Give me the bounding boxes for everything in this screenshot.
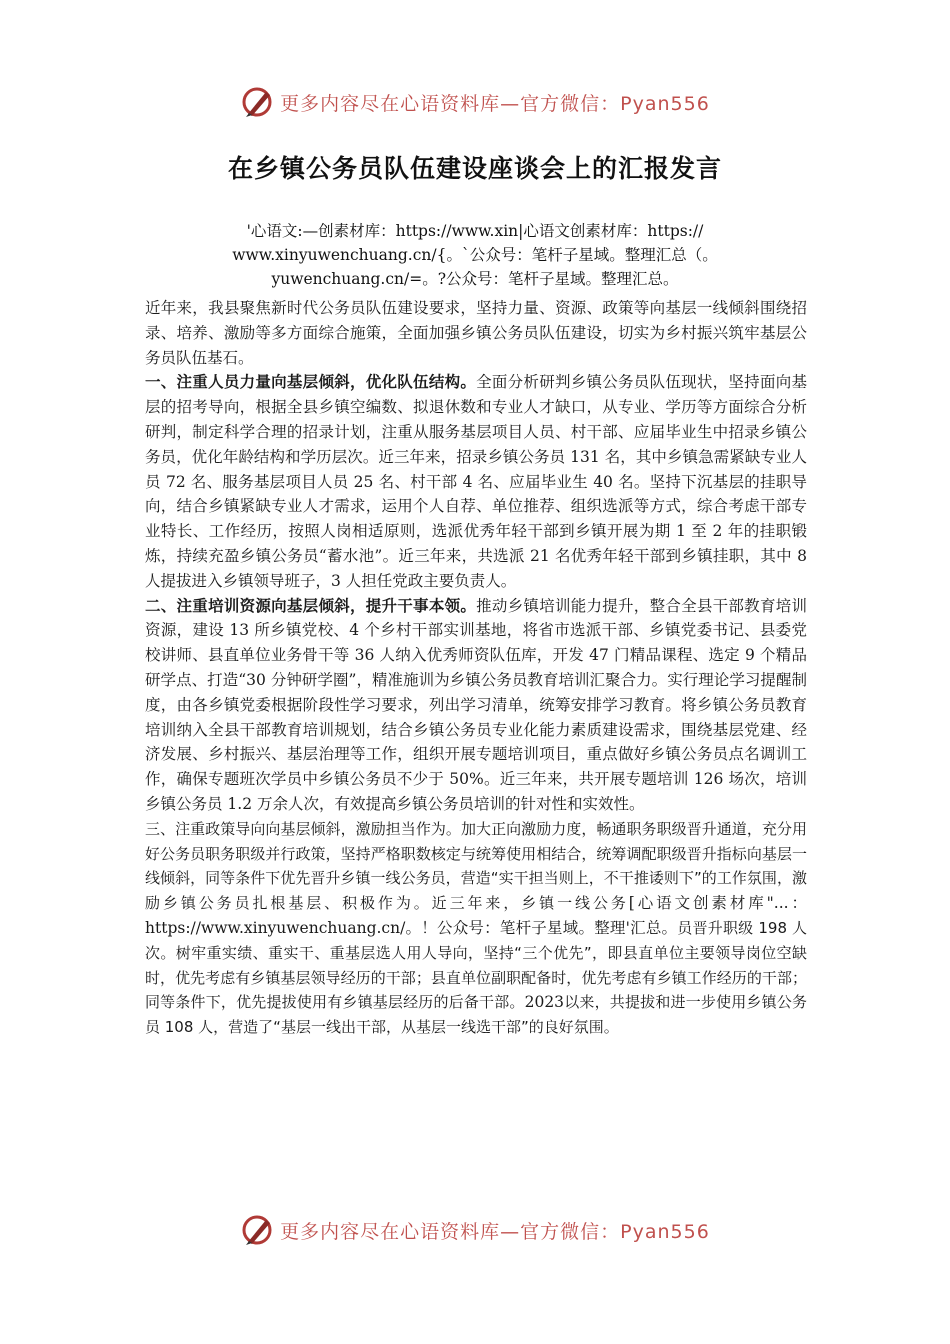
source-line: yuwenchuang.cn/=。?公众号：笔杆子星域。整理汇总。 xyxy=(271,270,679,288)
source-note xyxy=(160,219,790,291)
section-paragraph xyxy=(145,370,807,593)
watermark-text: 更多内容尽在心语资料库—官方微信：Pyan556 xyxy=(280,1220,710,1243)
watermark-footer xyxy=(0,1210,950,1250)
source-line: '心语文:—创素材库：https://www.xin|心语文创素材库：https:// xyxy=(246,222,704,240)
source-line: www.xinyuwenchuang.cn/{。`公众号：笔杆子星域。整理汇总（。 xyxy=(232,246,718,264)
section-text: 全面分析研判乡镇公务员队伍现状，坚持面向基层的招考导向，根据全县乡镇空编数、拟退休数和专业人才缺口，从专业、学历等方面综合分析研判，制定科学合理的招录计划，注重从服务基层项目人员、村干部、应届毕业生中招录乡镇公务员，优化年龄结构和学历层次。近三年来，招录乡镇公务员 131 名，其中乡镇急需紧缺专业人员 72 名、服务基层项目人员 25 名、村干部 4 名、应届毕业生 40 名。坚持下沉基层的挂职导向，结合乡镇紧缺专业人才需求，运用个人自荐、单位推荐、组织选派等方式，综合考虑干部专业特长、工作经历，按照人岗相适原则，选派优秀年轻干部到乡镇开展为期 1 至 2 年的挂职锻炼，持续充盈乡镇公务员“蓄水池”。近三年来，共选派 21 名优秀年轻干部到乡镇挂职，其中 8 人提拔进入乡镇领导班子，3 人担任党政主要负责人。 xyxy=(145,373,807,590)
section-paragraph xyxy=(145,594,807,817)
section-text: 以来，共提拔和进一步使用乡镇公务员 108 人，营造了“基层一线出干部，从基层一线选干部”的良好氛围。 xyxy=(145,993,807,1037)
section-heading: 一、注重人员力量向基层倾斜，优化队伍结构。 xyxy=(145,372,477,392)
section-paragraph xyxy=(145,817,807,1040)
section-text: 员晋升职级 198 人次。树牢重实绩、重实干、重基层选人用人导向，坚持“三个优先”，即县直单位主要领导岗位空缺时，优先考虑有乡镇基层领导经历的干部；县直单位副职配备时，优先考虑有乡镇工作经历的干部；同等条件下，优先提拔使用有乡镇基层经历的后备干部。 xyxy=(145,918,807,1012)
watermark-header xyxy=(0,82,950,122)
year-text: 2023 xyxy=(524,993,565,1012)
pen-logo-icon xyxy=(240,1212,276,1248)
document-body xyxy=(145,296,807,1040)
intro-paragraph: 近年来，我县聚焦新时代公务员队伍建设要求，坚持力量、资源、政策等向基层一线倾斜围绕招录、培养、激励等多方面综合施策，全面加强乡镇公务员队伍建设，切实为乡村振兴筑牢基层公务员队伍基石。 xyxy=(145,299,807,367)
document-title: 在乡镇公务员队伍建设座谈会上的汇报发言 xyxy=(227,154,722,183)
inline-source-note: [心语文创素材库"...：https://www.xinyuwenchuang.cn/。！公众号：笔杆子星域。整理'汇总。 xyxy=(145,894,807,937)
section-text: 三、注重政策导向向基层倾斜，激励担当作为。加大正向激励力度，畅通职务职级晋升通道，充分用好公务员职务职级并行政策，坚持严格职数核定与统筹使用相结合，统筹调配职级晋升指标向基层一线倾斜，同等条件下优先晋升乡镇一线公务员，营造“实干担当则上，不干推诿则下”的工作氛围，激励乡镇公务员扎根基层、积极作为。近三年来，乡镇一线公务 xyxy=(145,819,807,913)
watermark-text: 更多内容尽在心语资料库—官方微信：Pyan556 xyxy=(280,92,710,115)
section-text: 推动乡镇培训能力提升，整合全县干部教育培训资源，建设 13 所乡镇党校、4 个乡村干部实训基地，将省市选派干部、乡镇党委书记、县委党校讲师、县直单位业务骨干等 36 人纳入优秀师资队伍库，开发 47 门精品课程、选定 9 个精品研学点、打造“30 分钟研学圈”，精准施训为乡镇公务员教育培训汇聚合力。实行理论学习提醒制度，由各乡镇党委根据阶段性学习要求，列出学习清单，统筹安排学习教育。将乡镇公务员教育培训纳入全县干部教育培训规划，结合乡镇公务员专业化能力素质建设需求，围绕基层党建、经济发展、乡村振兴、基层治理等工作，组织开展专题培训项目，重点做好乡镇公务员点名调训工作，确保专题班次学员中乡镇公务员不少于 50%。近三年来，共开展专题培训 126 场次，培训乡镇公务员 1.2 万余人次，有效提高乡镇公务员培训的针对性和实效性。 xyxy=(145,596,807,813)
section-heading: 二、注重培训资源向基层倾斜，提升干事本领。 xyxy=(145,595,477,615)
pen-logo-icon xyxy=(240,84,276,120)
